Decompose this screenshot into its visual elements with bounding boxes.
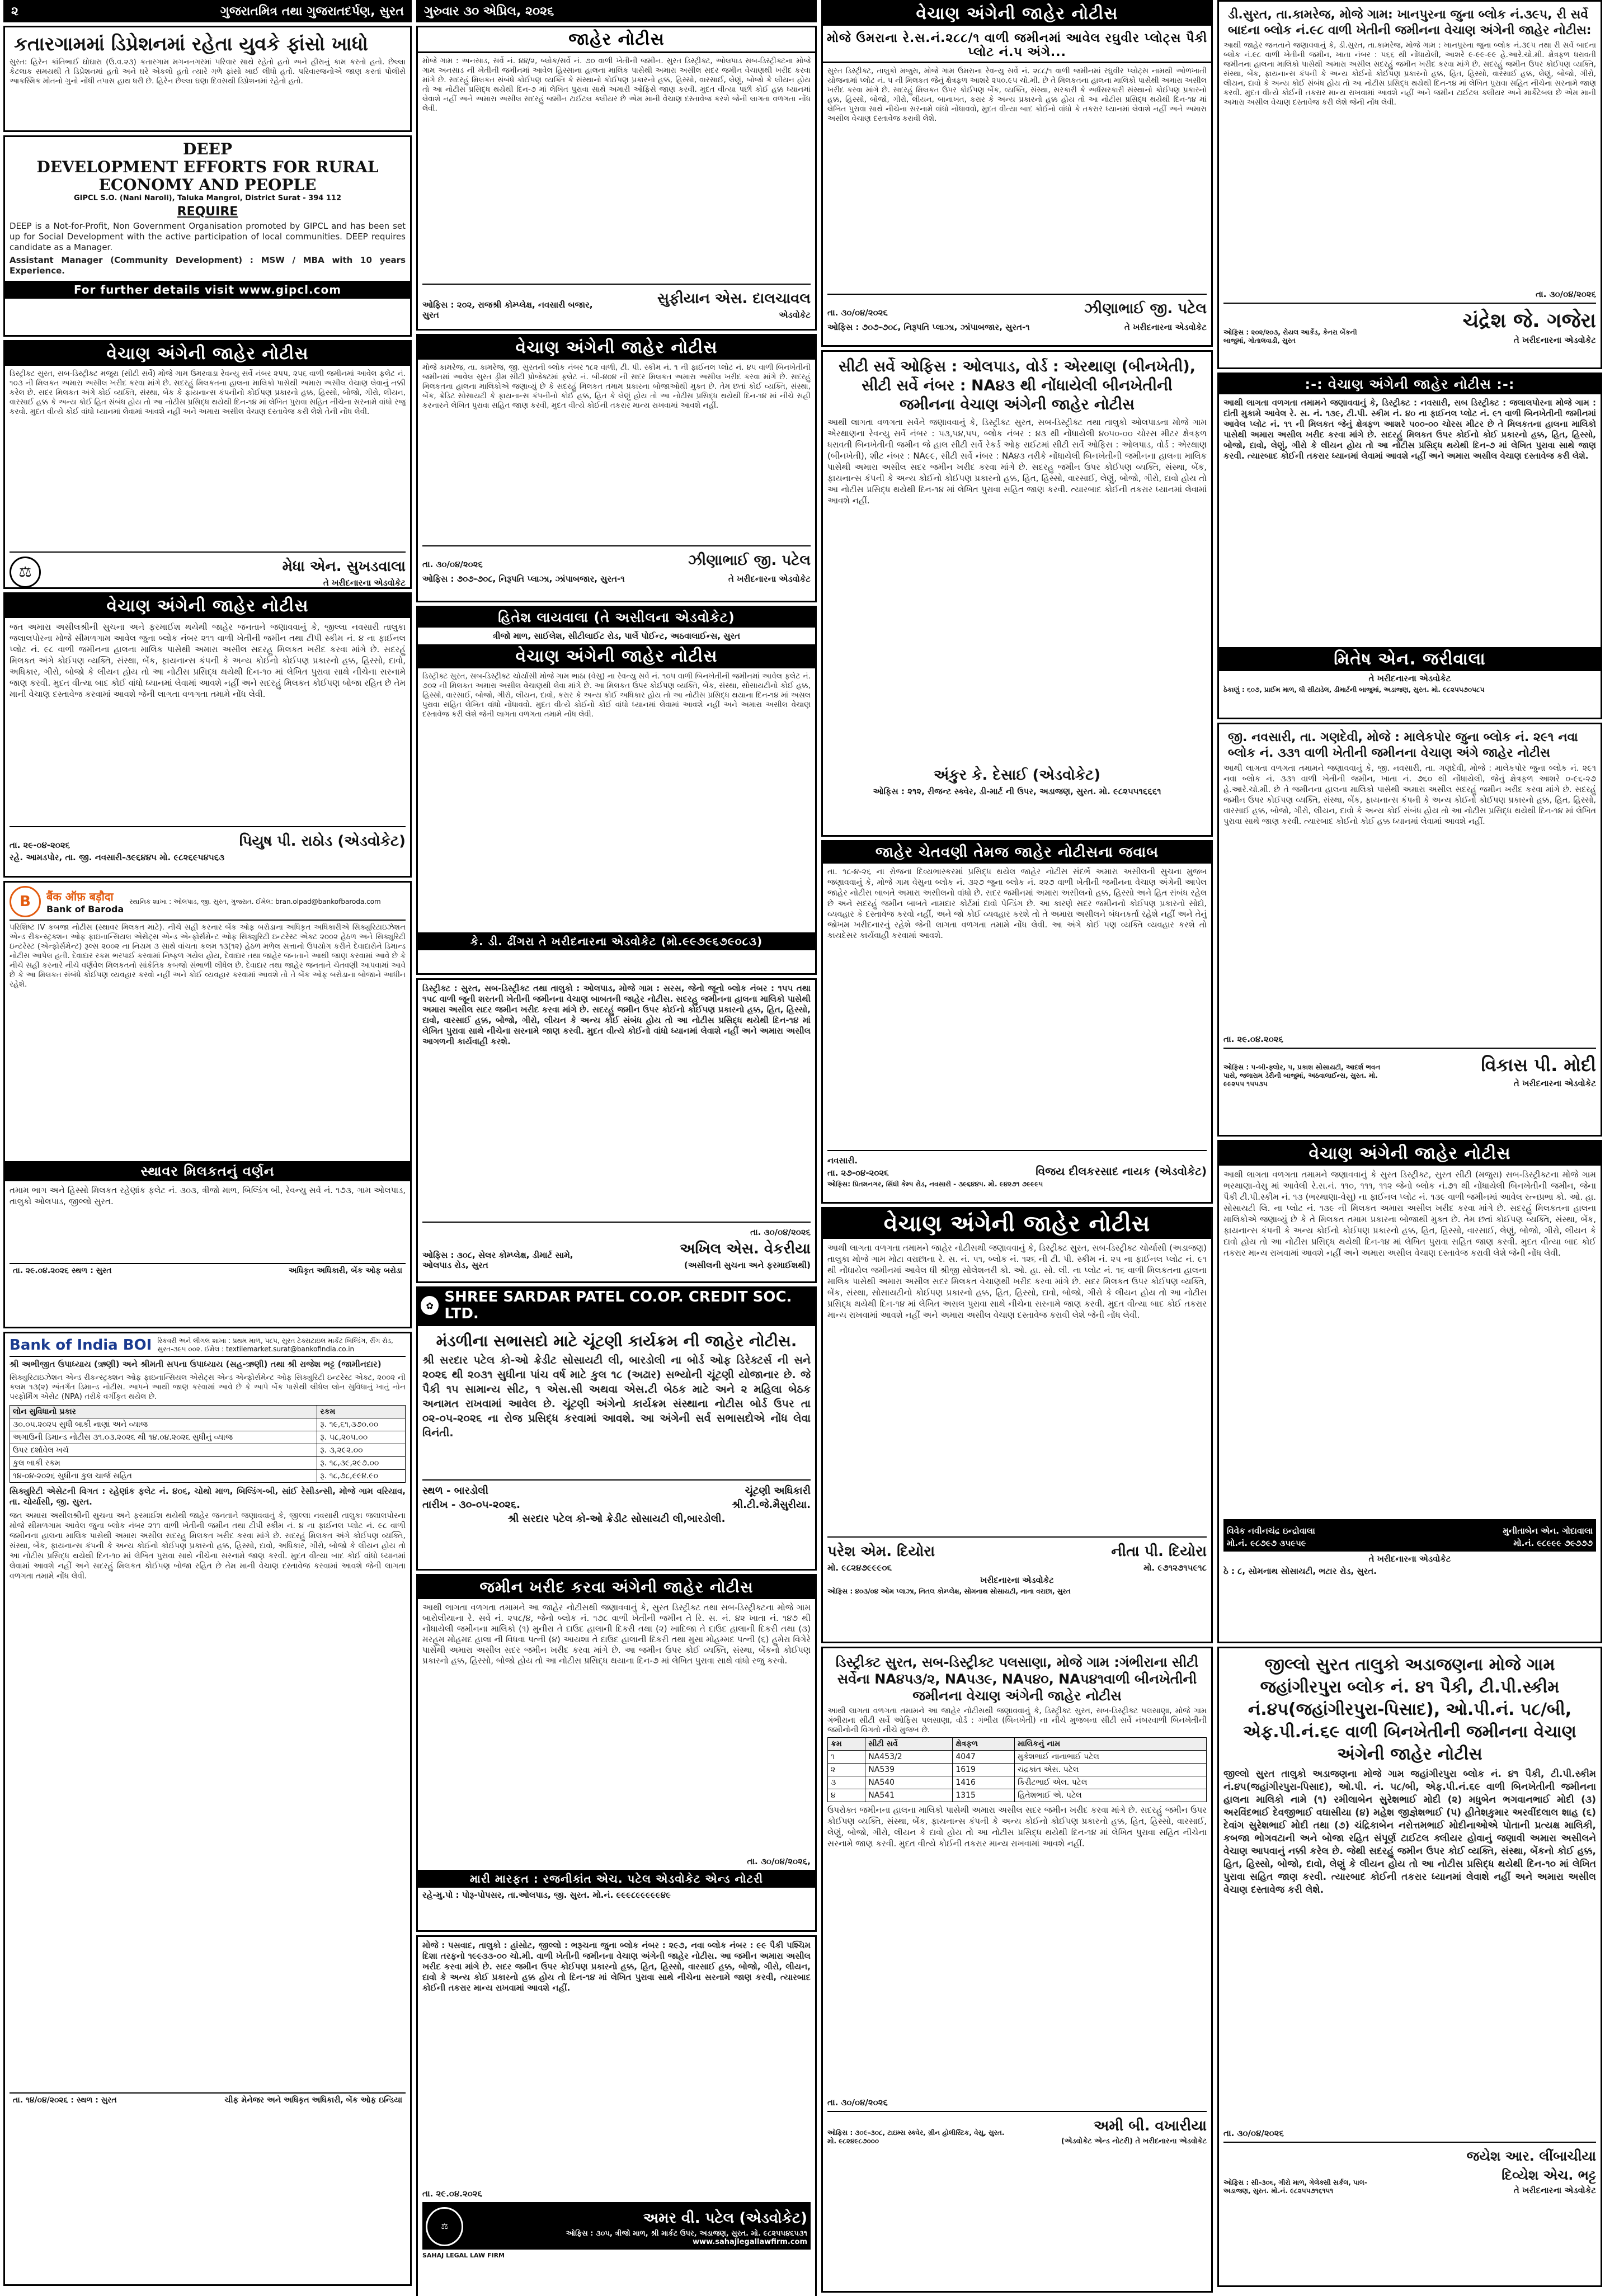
notice-date: તા. ૩૦/૦૪/૨૦૨૬, [747,1856,811,1866]
column-4 [1217,0,1602,2296]
officer-name: શ્રી.ટી.જે.મૈસુરીયા. [732,1499,811,1511]
table-cell: રૂ. ૧૯,૬૧,૩૭૦.૦૦ [317,1418,406,1431]
bob-signatory: અધિકૃત અધિકારી, બેંક ઓફ બરોડા [288,1266,402,1275]
table-cell: 4047 [953,1751,1015,1764]
advocate-office: ઠે : ૮, સોમનાથ સોસાયટી, ભટાર રોડ, સુરત. [1223,1566,1377,1576]
notice-title: વેચાણ અંગેની જાહેર નોટીસ [5,594,410,618]
sale-notice-c4d [1217,1140,1602,1643]
table-cell: ૩૦.૦૫.૨૦૨૫ સુધી બાકી નાણાં અને વ્યાજ [10,1418,317,1431]
table-cell: રૂ. ૫૮,૨૦૫.૦૦ [317,1431,406,1444]
notice-date: તા. ૩૦/૦૪/૨૦૨૬ [827,2097,888,2108]
advocate-role: તે ખરીદનારના એડવોકેટ [323,578,406,588]
advocate-banner: હિતેશ લાયવાલા (તે અસીલના એડવોકેટ) [418,607,815,628]
advocate-address: રહે. આમડપોર, તા. જી. નવસારી-૩૯૬૪૪૫ મો. ૯૮૨૬૯૫૪૫૬૩ [10,852,225,862]
advocate-phone-2: મો. ૯૭૧૨૭૧૫૯૧૮ [1143,1563,1207,1573]
advocate-office: ઓફિસ : ૭૦૭-૭૦૮, નિરૂપતિ પ્લાઝા, ઝાંપાબજાર, સુરત-૧ [827,322,1030,332]
law-firm-address: ઓફિસ : ૩૦૫, ત્રીજો માળ, શ્રી માર્કટ ઉપર, અડાજણ, સુરત. મો. ૯૮૨૫૫૪૬૫૩૧ www.sahajlegallawfirm.com [566,2229,807,2246]
land-records-table [827,1737,1207,1802]
bob-logo-icon: B [10,886,41,917]
advocate-name-1: વિવેક નવીનચંદ્ર ઇન્દ્રોવાલા [1227,1526,1315,1536]
boi-dues-table [10,1405,406,1483]
notice-body: મોજે : પસવાદ, તાલુકો : હાંસોટ, જીલ્લો : ભરૂચના જુના બ્લોક નંબર : ૨૯૭, નવા બ્લોક નંબર : ૯૯ પૈકી પશ્ચિમ દિશા તરફનો ૧૯૯૩૩-૦૦ ચો.મી. વાળી ખેતીની જમીનના વેચાણ અંગેની જાહેર નોટીસ. આ જમીન અમારા અસીલ ખરીદ કરવા માંગે છે. સદર જમીન ઉપર કોઈપણ પ્રકારનો હક્ક, હિત, હિસ્સો, વારસાઈ હક્ક, બોજો, ગીરો, લીયન, દાવો કે અન્ય કોઈ પ્રકારનો હક્ક હોય તો દિન-૧૪ માં લેખિત પુરાવા સાથે નીચેના સરનામે જાણ કરવી, ત્યારબાદ કોઈની તકરાર માન્ય રાખવામાં આવશે નહીં. [422,1940,811,1993]
notice-title: વેચાણ અંગેની જાહેર નોટીસ [418,336,815,360]
law-firm-advocate: અમર વી. પટેલ (એડવોકેટ) [643,2210,807,2227]
land-table-header: સીટી સર્વે [865,1738,953,1751]
advocate-name: મેધા એન. સુખડવાલા [282,558,406,575]
boi-logo: Bank of India BOI [10,1337,152,1354]
advocate-name: મિતેષ એન. જરીવાલા [1219,647,1601,671]
advocate-office: ઓફિસ : ૫-બી-ફ્લોર, ૫, પ્રકાશ સોસાયટી, આદર્શ ભવન પાસે, જલારામ ડેરીની બાજુમાં, અઠવાલાઈન્સ, સુરત. મો. ૯૯૨૫૫ ૧૫૫૩૫ [1223,1063,1381,1088]
notice-date: તા. ૩૦/૦૪/૨૦૨૬ [422,559,483,569]
land-table-header: માલિકનું નામ [1015,1738,1207,1751]
advocate-name: ઝીણાભાઈ જી. પટેલ [688,552,811,569]
public-warning-c3c [821,840,1213,1204]
notice-title: સીટી સર્વે ઓફિસ : ઓલપાડ, વોર્ડ : એરથાણ (બીનખેતી), સીટી સર્વે નંબર : NA૪૩ થી નોંધાયેલી બીનખેતીની જમીનના વેચાણ અંગેની જાહેર નોટીસ [838,358,1196,413]
notice-date: તા. ૨૯.૦૪.૨૦૨૬ [1223,1034,1283,1044]
sale-notice-c3a [821,0,1213,347]
table-cell: રૂ. ૧૮,૭૮,૯૯૪.૯૦ [317,1470,406,1483]
table-row [828,1789,1207,1802]
notice-title: જમીન ખરીદ કરવા અંગેની જાહેર નોટીસ [418,1576,815,1599]
advocate-office: ઓફિસ : ૭૦૭-૭૦૮, નિરૂપતિ પ્લાઝા, ઝાંપાબજાર, સુરત-૧ [422,574,625,584]
advocate-role: તે ખરીદનારના એડવોકેટ [1513,335,1596,345]
bob-name: बैंक ऑफ़ बड़ौदा [46,890,114,903]
news-body: સુરત: હિરેન કાંતિભાઈ ઘોઘારા (ઉ.વ.૨૩) કતારગામ મગનનગરમાં પરિવાર સાથે રહેતો હતો અને હીરાનું કામ કરતો હતો. છેલ્લા કેટલાક સમયથી તે ડિપ્રેશનમાં હતો અને ઘરે એકલો હતો ત્યારે ગળે ફાંસો ખાઈ લીધો હતો. પરિવારજનોએ જાણ કરતાં પોલીસે આકસ્મિક મોતનો ગુનો નોંધી તપાસ હાથ ધરી છે. હિરેન છેલ્લા ઘણા દિવસથી ડિપ્રેશનમાં રહેતો હતો. [10,58,406,86]
table-cell: ૨ [828,1764,865,1776]
sale-notice-c2c [416,606,817,975]
sale-notice-c4a [1217,0,1602,369]
deep-brand: DEEP [182,140,233,158]
deep-post: Assistant Manager (Community Development) : MSW / MBA with 10 years Experience. [10,255,406,276]
sale-notice-c2b [416,334,817,602]
table-cell: ઉપર દર્શાવેલ ખર્ચ [10,1444,317,1457]
advocate-office: ઓફિસ : ૨૦૨, રાજશ્રી કોમ્પ્લેક્ષ, નવસારી બજાર, સુરત [422,300,593,320]
advocate-role: તે ખરીદનારના એડવોકેટ [728,574,811,584]
boi-table-header: લોન સુવિધાનો પ્રકાર [10,1406,317,1418]
notice-title: :-: વેચાણ અંગેની જાહેર નોટીસ :-: [1219,374,1601,394]
sale-notice-c4b [1217,373,1602,719]
table-row [828,1751,1207,1764]
notice-date: તા. ૩૦/૦૪/૨૦૨૬ [1536,289,1596,299]
notice-date: તા. ૨૯.૦૪.૨૦૨૬ [422,2189,482,2199]
page-number: ૨ [11,4,18,18]
advocate-name: ઝીણાભાઈ જી. પટેલ [1084,300,1207,317]
notice-body: ડિસ્ટ્રીક્ટ સુરત, સબ-ડિસ્ટ્રીક્ટ મજુરા (સીટી સર્વે) મોજે ગામ ઉમરવાડા રેવન્યુ સર્વે નંબર ૨૫૫, ૨૫૬ વાળી જમીનમાં આવેલ ફલેટ નં. ૧૦૩ ની મિલકત અમારા અસીલ ખરીદ કરવા માંગે છે. સદરહું મિલકતના હાલના માલિકો પાસેથી અમારા અસીલ વેચાણ લેવાનું નક્કી કરેલ છે. સદર મિલકત અંગે કોઈ વ્યક્તિ, સંસ્થા, બેંક કે ફાયનાન્સ કંપનીનો કોઈપણ પ્રકારનો હક્ક, હિસ્સો, બોજો, ગીરો, લીયન, વારસાઈ હક્ક કે અન્ય કોઈ હિત સંબંધ હોય તો આ નોટીસ પ્રસિદ્ધ થયેથી દિન-૧૪ માં લેખિત પુરાવા સહિત નીચેના સરનામે વાંધો રજુ કરવો. મુદત વીત્યે કોઈ વાંધો ધ્યાનમાં લેવામાં આવશે નહીં અને અમારા અસીલ વેચાણ દસ્તાવેજ કરી લેશે તેની નોંધ લેવી. [10,369,406,416]
land-table-header: ક્ષેત્રફળ [953,1738,1015,1751]
bob-name-en: Bank of Baroda [46,904,124,914]
notice-body: આથી લાગતા વળગતા તમામને જણાવવાનું કે, ડિસ્ટ્રીક્ટ : નવસારી, સબ ડિસ્ટ્રીક્ટ : જલાલપોરના મોજે ગામ : દાંતી મુકામે આવેલ રે. સ. નં. ૧૩૯, ટી.પી. સ્કીમ નં. ૪૦ ના ફાઈનલ પ્લોટ નં. ૯૧ વાળી બિનખેતીની જમીનમાં આવેલ પ્લોટ નં. ૧૧ ની મિલકત જેનું ક્ષેત્રફળ આશરે ૫૦૦-૦૦ ચોરસ મીટર છે તે મિલકતના હાલના માલિકો પાસેથી અમારા અસીલ ખરીદ કરવા માંગે છે. સદરહું મિલકત ઉપર કોઈનો કોઈ પ્રકારનો હક્ક, હિત, હિસ્સો, બોજો, દાવો, લેણું, ગીરો કે લીયન હોય તો આ નોટીસ પ્રસિદ્ધ થયેથી દિન-૭ માં લેખિત પુરાવા સાથે જાણ કરવી. ત્યારબાદ કોઈની તકરાર ધ્યાનમાં લેવામાં આવશે નહીં અને અમારા અસીલ વેચાણ દસ્તાવેજ કરી લેશે. [1223,398,1596,461]
advocate-role: (અસીલની સુચના અને ફરમાઈશથી) [684,1260,811,1270]
sale-notice-c2f [416,1935,817,2296]
table-cell: 1416 [953,1776,1015,1789]
land-table-header: ક્રમ [828,1738,865,1751]
table-cell: રૂ. ૧૮,૩૯,૨૯૭.૦૦ [317,1457,406,1470]
notice-title: જાહેર ચેતવણી તેમજ જાહેર નોટીસના જવાબ [823,842,1211,864]
table-cell: રૂ. ૩,૨૯૨.૦૦ [317,1444,406,1457]
notice-title: જીલ્લો સુરત તાલુકો અડાજણના મોજે ગામ જહાંગીરપુરા બ્લોક નં. ૪૧ પૈકી, ટી.પી.સ્કીમ નં.૪૫(જહાંગીરપુરા-પિસાદ), ઓ.પી.નં. ૫૮/બી, એફ.પી.નં.૬૯ વાળી બિનખેતીની જમીનના વેચાણ અંગેની જાહેર નોટીસ [1243,1655,1576,1764]
sale-notice-c3b [821,350,1213,837]
table-cell: NA541 [865,1789,953,1802]
notice-title: વેચાણ અંગેની જાહેર નોટીસ [5,342,410,366]
notice-date: તા. ૩૦/૦૪/૨૦૨૬ [1223,2128,1284,2138]
credit-election-notice [416,1324,817,1571]
advocate-role: તે ખરીદનારના એડવોકેટ [1513,1078,1596,1088]
law-firm-logo-text: SAHAJ LEGAL LAW FIRM [422,2252,505,2259]
sale-notice-c4e [1217,1647,1602,2287]
notice-intro: આથી લાગતા વળગતા તમામને આ જાહેર નોટીસથી જણાવવાનું કે, ડિસ્ટ્રીક્ટ સુરત, સબ-ડિસ્ટ્રીક્ટ પલસાણા, મોજે ગામ ગંભીરાના સીટી સર્વે ઓફિસ પલસાણા, વોર્ડ : ગંભીરા (બિનખેતી) ના નીચે મુજબના સીટી સર્વે નંબરવાળી બિનખેતીની જમીનોની વિગતો નીચે મુજબ છે. [827,1706,1207,1734]
table-cell: 1619 [953,1764,1015,1776]
advocate-signature: કે. ડી. ઢીંગરા તે ખરીદનારના એડવોકેટ (મો.૯૯૭૯૬૭૯૦૮૩) [418,932,815,950]
notice-subtitle: મોજે ઉમરાના રે.સ.નં.૨૮૮/૧ વાળી જમીનમાં આવેલ રઘુવીર પ્લોટ્સ પૈકી પ્લોટ નં.૫ અંગે... [823,29,1211,63]
law-firm-logo-icon: ⚖ [426,2207,463,2246]
advocate-role: તે ખરીદનારના એડવોકેટ [1124,322,1207,332]
boi-branch-info: રિકવરી અને લીગલ શાખા : પ્રથમ માળ, ૫૮૫, સુરત ટેક્સટાઇલ માર્કેટ બિલ્ડિંગ, રીંગ રોડ, સુરત-૩૯૫ ૦૦૨. ઈમેલ : textilemarket.surat@bankofindia.co.in [157,1337,393,1353]
public-notice-c2a [416,26,817,331]
notice-body: આથી જાહેર જનતાને જણાવવાનું કે, ડી.સુરત, તા.કામરેજ, મોજે ગામ : ખાનપુરના જુના બ્લોક નં.૩૯૫ તથા રી સર્વે બાદના બ્લોક નં.૯૮ વાળી ખેતીની જમીન, ખાતા નંબર : ૫૬૬ થી નોંધાયેલી, આશરે ૯-૯૯-૯૯ હે.આરે.ચો.મી. ક્ષેત્રફળ ધરાવતી જમીનના હાલના માલિકો પાસેથી અમારા અસીલ સદરહું જમીન ખરીદ કરવા માંગે છે. સદરહું જમીન ઉપર કોઈપણ વ્યક્તિ, સંસ્થા, બેંક, ફાયનાન્સ કંપની કે અન્ય કોઈનો કોઈપણ પ્રકારનો હક્ક, હિત, હિસ્સો, વારસાઈ હક્ક, લેણું, બોજો, ગીરો, લીયન, દાવો કે અન્ય કોઈ સંબંધ હોય તો આ નોટીસ પ્રસિદ્ધ થયેથી દિન-૧૪ માં લેખિત પુરાવા સહિત નીચેના સરનામે જાણ કરવી. મુદત વીત્યે કોઈની તકરાર માન્ય રાખવામાં આવશે નહીં અને જમીન ટાઈટલ ક્લીયર અને માર્કેટેબલ છે એમ માની અમારા અસીલ વેચાણ દસ્તાવેજ કરી લેશે જેની નોંધ લેવી. [1223,41,1596,107]
notice-title: વેચાણ અંગેની જાહેર નોટીસ [1219,1142,1601,1166]
election-body: શ્રી સરદાર પટેલ કો-ઓ ક્રેડીટ સોસાયટી લી, બારડોલી ના બોર્ડ ઓફ ડિરેક્ટર્સ ની સને ૨૦૨૬ થી ૨૦૩૧ સુધીના પાંચ વર્ષ માટે કુલ ૧૮ (અઢાર) સભ્યોની ચૂંટણી યોજાનાર છે. જે પૈકી ૧૫ સામાન્ય સીટ, ૧ એસ.સી અથવા એસ.ટી બેઠક માટે અને ૨ મહિલા બેઠક અનામત રાખવામાં આવેલ છે. ચૂંટણી અંગેનો કાર્યક્રમ સંસ્થાના નોટીસ બોર્ડ ઉપર તા ૦૨-૦૫-૨૦૨૬ ના રોજ પ્રસિદ્ધ કરવામાં આવશે. આ અંગેની સર્વ સભાસદોએ નોંધ લેવા વિનંતી. [422,1354,811,1439]
advocate-phone-2: મો.નં. ૯૮૯૯૯ ૭૯૭૭૭ [1513,1538,1593,1548]
notice-title: વેચાણ અંગેની જાહેર નોટીસ [823,2,1211,26]
table-cell: હિતેશભાઈ એ. પટેલ [1015,1789,1207,1802]
notice-title: જાહેર નોટીસ [418,27,815,53]
advocate-role: તે ખરીદનારના એડવોકેટ [1513,2185,1596,2195]
table-cell: NA539 [865,1764,953,1776]
table-cell: કિરીટભાઈ એલ. પટેલ [1015,1776,1207,1789]
election-place: સ્થળ - બારડોલી [422,1485,489,1497]
officer-title: ચૂંટણી અધિકારી [745,1485,811,1497]
sale-notice-c3d [821,1207,1213,1643]
scales-icon: ⚖ [10,557,41,588]
notice-date: તા. ૩૦/૦૪/૨૦૨૬ [750,1227,811,1237]
news-article [3,26,412,132]
sale-notice-c3e [821,1647,1213,2293]
table-row [828,1776,1207,1789]
notice-body: આથી લાગતા વળગતા તમામને જાહેર નોટીસથી જણાવવાનું કે, ડિસ્ટ્રીક્ટ સુરત, સબ-ડિસ્ટ્રીક્ટ ચોર્યાસી (અડાજણ) તાલુકા મોજે ગામ મોટા વરાછાના રે. સ. નં. ૫૧, બ્લોક નં. ૧૨૬ ની ટી. પી. સ્કીમ નં. ૨૫ ના ફાઈનલ પ્લોટ નં. ૯૧ થી નોંધાયેલ જમીનમાં આવેલ ધી શ્રીજી સોલેશનરી કો. ઓ. હા. સો. લી. ના પ્લોટ નં. ૧૬ વાળી મિલકતના હાલના માલિક પાસેથી અમારા અસીલ સદર મિલકત વેચાણથી ખરીદ કરવા માંગે છે. સદર મિલકત ઉપર કોઈપણ વ્યક્તિ, બેંક, સંસ્થા, સોસાયટીનો કોઈપણ પ્રકારનો હક્ક, હિત, હિસ્સો, દાવો, બોજો, ગીરો કે લીયન હોય તો આ નોટીસ પ્રસિદ્ધ થયેથી દિન-૧૪ માં લેખિત અસલ પુરાવા સાથે નીચેના સરનામે જાણ કરવી. મુદત વીત્યા બાદ કોઈ તકરાર માન્ય રાખવામાં આવશે નહીં અને અમારા અસીલ વેચાણ દસ્તાવેજ કરાવી લેશે જેની નોંધ લેવી. [827,1243,1207,1320]
notice-body: ડિસ્ટ્રીક્ટ : સુરત, સબ-ડિસ્ટ્રીક્ટ તથા તાલુકો : ઓલપાડ, મોજે ગામ : સરસ, જેનો જૂનો બ્લોક નંબર : ૧૫૫ તથા ૧૫૮ વાળી જૂની શરતની ખેતીની જમીનના વેચાણ બાબતની જાહેર નોટીસ. સદરહુ જમીનના હાલના માલિકો પાસેથી અમારા અસીલ સદર જમીન ખરીદ કરવા માંગે છે. સદરહું જમીન ઉપર કોઈનો કોઈપણ પ્રકારનો હક્ક, હિત, હિસ્સો, દાવો, વારસાઈ હક્ક, બોજો, ગીરો, લીયન કે અન્ય કોઈ સંબંધ હોય તો આ નોટીસ પ્રસિદ્ધ થયેથી દિન-૧૪ માં લેખિત પુરાવા સાથે નીચેના સરનામે જાણ કરવી. મુદત વીત્યે કોઈનો વાંધો ધ્યાનમાં લેવાશે નહીં અને અમારા અસીલ આગળની કાર્યવાહી કરશે. [422,983,811,1046]
news-headline: કતારગામમાં ડિપ્રેશનમાં રહેતા યુવકે ફાંસો ખાધો [14,33,368,55]
land-purchase-notice-c2e [416,1574,817,1932]
bob-date: તા. ૨૯.૦૪.૨૦૨૬ સ્થળ : સુરત [13,1266,112,1275]
advocate-role: ખરીદનારના એડવોકેટ [980,1575,1054,1585]
notice-body: આથી લાગતા વળગતા તમામને જણાવવાનું કે સુરત ડિસ્ટ્રીક્ટ, સુરત સીટી (મજુરા) સબ-ડિસ્ટ્રીક્ટના મોજે ગામ ભરથાણા-વેસુ માં આવેલી રે.સ.નં. ૧૧૦, ૧૧૧, ૧૧૨ જેનો બ્લોક નં.૭૧ થી નોંધાયેલી બિનખેતીની જમીન, જેના પૈકી ટી.પી.સ્કીમ નં. ૧૩ (ભરથાણા-વેસુ) ના ફાઈનલ પ્લોટ નં. ૧૩૯ વાળી જમીનમાં આવેલ રત્નપ્રભા કો. ઓ. હા. સોસાયટી લિ. ના પ્લોટ નં. ૧૩૯ ની મિલકત અમારા અસીલ ખરીદ કરવા માંગે છે. સદરહું મિલકતના હાલના માલિકોએ જણાવ્યું છે કે તે મિલકત તમામ પ્રકારના બોજાથી મુક્ત છે. તેમ છતાં કોઈપણ વ્યક્તિ, સંસ્થા, બેંક, ફાયનાન્સ કંપની કે અન્ય કોઈનો કોઈપણ પ્રકારનો હક્ક, હિત, હિસ્સો, વારસાઈ, લેણું, બોજો, ગીરો, લીયન કે દાવો હોય તો આ નોટીસ પ્રસિદ્ધ થયેથી દિન-૧૪ માં લેખિત પુરાવા સહિત જાણ કરવી. મુદત વીત્યા બાદ કોઈ તકરાર માન્ય રાખવામાં આવશે નહીં અને અમારા અસીલ વેચાણ દસ્તાવેજ કરાવી લેશે જેની નોંધ લેવી. [1223,1170,1596,1258]
notice-date: તા. ૨૭-૦૪-૨૦૨૬ [827,1168,889,1178]
boi-table-header: રકમ [317,1406,406,1418]
advocate-role: એડવોકેટ [779,310,811,320]
advocate-name: વિજય દીલકરસાદ નાયક (એડવોકેટ) [1036,1164,1207,1178]
table-cell: ૪ [828,1789,865,1802]
issue-date: ગુરુવાર ૩૦ એપ્રિલ, ૨૦૨૬ [424,4,554,18]
table-cell: અગાઉની ડિમાન્ડ નોટીસ ૩૧.૦૩.૨૦૨૬ થી ૧૪.૦૪.૨૦૨૬ સુધીનું વ્યાજ [10,1431,317,1444]
notice-title: વેચાણ અંગેની જાહેર નોટીસ [418,644,815,668]
column-3 [821,0,1213,2296]
advocate-phone-1: મો.નં. ૯૮૭૯૭ ૩૫૯૫૯ [1227,1538,1306,1548]
bob-property-title: સ્થાવર મિલકતનું વર્ણન [5,1161,410,1181]
masthead-bar [3,0,412,22]
advocate-office: ઓફિસ: પ્રિતમનગર, સિંધી કેમ્પ રોડ, નવસારી - ૩૯૬૪૪૫. મો. ૯૪૨૭૧ ૭૯૯૯૫ [827,1180,1043,1188]
credit-society-banner [416,1286,817,1324]
table-cell: NA540 [865,1776,953,1789]
advocate-role: તે ખરીદનારના એડવોકેટ [1368,673,1451,683]
advocate-office: ઓફિસ : ૨૦૨/૨૦૩, રોયલ આર્કેડ, કેનરા બેંકની બાજુમાં, ગોતાલવાડી, સુરત [1223,328,1357,345]
advocate-name-2: દિવ્યેશ એચ. ભટ્ટ [1502,2167,1596,2183]
advocate-name-2: નીતા પી. દિયોરા [1111,1543,1207,1560]
notice-body: મોજે ગામ : અનસાડ, સર્વે નં. ૪૪/૨, બ્લોક/સર્વે નં. ૭૦ વાળી ખેતીની જમીન. સુરત ડિસ્ટ્રીક્ટ, ઓલપાડ સબ-ડિસ્ટ્રીક્ટના મોજે ગામ અનસાડ ની ખેતીની જમીનમાં આવેલ હિસ્સાના હાલના માલિક પાસેથી અમારા અસીલ સદર જમીન વેચાણથી ખરીદ કરવા માંગે છે. સદરહું મિલકત સંબંધે કોઈપણ વ્યક્તિ કે સંસ્થાનો કોઈપણ પ્રકારનો હક્ક, હિસ્સો, વારસાઈ, લેણું, બોજો કે લીયન હોય તો આ નોટીસ પ્રસિદ્ધ થયેથી દિન-૭ માં લેખિત પુરાવા સાથે અમારી ઓફિસે જાણ કરવી. મુદત વીત્યા પછી કોઈ હક્ક ધ્યાનમાં લેવાશે નહીં અને અમારા અસીલ સદરહું જમીન ટાઈટલ ક્લીયર છે એમ માની વેચાણ દસ્તાવેજ કરશે જેની લાગતા વળગતા નોંધ લેવી. [422,56,811,113]
society-signature: શ્રી સરદાર પટેલ કો-ઓ ક્રેડીટ સોસાયટી લી,બારડોલી. [507,1513,726,1525]
notice-title: જી. નવસારી, તા. ગણદેવી, મોજે : માલેકપોર જુના બ્લોક નં. ૨૯૧ નવા બ્લોક નં. ૩૩૧ વાળી ખેતીની જમીનના વેચાણ અંગે જાહેર નોટીસ [1228,730,1578,760]
boi-signatory: ચીફ મેનેજર અને અધિકૃત અધિકારી, બેંક ઓફ ઇન્ડિયા [224,2096,402,2105]
notice-body: આથી લાગતા વળગતા સર્વેને જણાવવાનું કે, ડિસ્ટ્રીક્ટ સુરત, સબ-ડિસ્ટ્રીક્ટ તથા તાલુકો ઓલપાડના મોજે ગામ એરથાણના રેવન્યુ સર્વે નંબર : ૫૩,૫૪,૫૫, બ્લોક નંબર : ૪૩ થી નોંધાયેલી ૪૦૫૦-૦૦ ચોરસ મીટર ક્ષેત્રફળ ધરાવતી બિનખેતીની જમીન જે હાલ સીટી સર્વે રેકર્ડ ઓફ રાઈટમાં સીટી સર્વે ઓફિસ : ઓલપાડ, વોર્ડ : એરથાણ (બીનખેતી), શીટ નંબર : NA૯૯, સીટી સર્વે નંબર : NA૪૩ તરીકે નોંધાયેલી બિનખેતીની જમીનના હાલના માલિક પાસેથી અમારા અસીલ સદર જમીન ખરીદ કરવા માંગે છે. સદરહુ જમીન ઉપર કોઈપણ વ્યક્તિ, સંસ્થા, બેંક, ફાયનાન્સ કંપની કે અન્ય કોઈનો કોઈપણ પ્રકારનો હક્ક, હિત, હિસ્સો, વારસાઈ, લેણું, બોજો, ગીરો, દાવો હોય તો આ નોટીસ પ્રસિદ્ધ થયેથી દિન-૧૪ માં લેખિત પુરાવા સહિત જાણ કરવી. ત્યારબાદ કોઈની તકરાર ધ્યાનમાં લેવામાં આવશે નહીં. [827,417,1207,506]
table-cell: મુકેશભાઈ નાનાભાઈ પટેલ [1015,1751,1207,1764]
notice-body: ડિસ્ટ્રીક્ટ સુરત, સબ-ડિસ્ટ્રીક્ટ ચોર્યાસી મોજે ગામ ભાઠા (વેસુ) ના રેવન્યુ સર્વે નં. ૧૦૫ વાળી બિનખેતીની જમીનમાં આવેલ ફલેટ નં. ૭૦૨ ની મિલકત અમારા અસીલ વેચાણથી લેવા માંગે છે. આ મિલકત ઉપર કોઈપણ વ્યક્તિ, બેંક, સંસ્થા, સોસાયટીનો કોઈ હક્ક, હિસ્સો, વારસાઈ, બોજો, ગીરો, લીયન, દાવો, કરાર કે અન્ય કોઈ અધિકાર હોય તો આ નોટીસ પ્રસિદ્ધ થયાના દિન-૧૪ માં અસલ પુરાવા સહિત લેખિત વાંધો નોંધાવવો. મુદત વીત્યે કોઈનો કોઈ વાંધો ધ્યાનમાં લેવામાં આવશે નહીં અને અમારા અસીલ વેચાણ દસ્તાવેજ કરી લેશે જેની લાગતા વળગતા તમામે નોંધ લેવી. [422,672,811,719]
table-row [10,1418,406,1431]
table-row [10,1457,406,1470]
sale-notice-c1b [3,592,412,878]
deep-footer: For further details visit www.gipcl.com [5,281,410,299]
boi-parties: શ્રી અભીજીત ઉપાધ્યાય (ઋણી) અને શ્રીમતી સપના ઉપાધ્યાય (સહ-ઋણી) તથા શ્રી રાજેશ ભટ્ટ (જામીનદાર) [10,1359,382,1369]
advocate-name: અમી બી. વખારીયા [1094,2118,1207,2134]
table-row [828,1764,1207,1776]
table-cell: કુલ બાકી રકમ [10,1457,317,1470]
table-cell: NA453/2 [865,1751,953,1764]
advocate-name-1: પરેશ એમ. દિયોરા [827,1543,935,1560]
bob-possession-notice [3,881,412,1328]
advocate-name: પિયુષ પી. રાઠોડ (એડવોકેટ) [239,833,406,850]
advocate-name: વિકાસ પી. મોદી [1481,1054,1596,1076]
advocate-office: ઠેકાણું : ૬૦૭, પ્રાઈમ માળ, ધી સીટાડેલ, ડીમાર્ટની બાજુમાં, અડાજણ, સુરત. મો. ૯૮૨૫૫૭૦૫૮૫ [1223,686,1485,694]
advocate-office: ઓફિસ : ૪૦૩/૦૪ ઓમ પ્લાઝા, નિતલ કોમ્પ્લેક્ષ, સોમનાથ સોસાયટી, નાના વરાછા, સુરત [827,1587,1071,1595]
table-cell: ૧ [828,1751,865,1764]
notice-body: ઉપરોક્ત જમીનના હાલના માલિકો પાસેથી અમારા અસીલ સદર જમીન ખરીદ કરવા માંગે છે. સદરહું જમીન ઉપર કોઈપણ વ્યક્તિ, સંસ્થા, બેંક, ફાયનાન્સ કંપની કે અન્ય કોઈનો કોઈપણ પ્રકારનો હક્ક, હિત, હિસ્સો, વારસાઈ, લેણું, બોજો, ગીરો, લીયન કે દાવો હોય તો આ નોટીસ પ્રસિદ્ધ થયેથી દિન-૧૪ માં લેખિત પુરાવા સહિત નીચેના સરનામે જાણ કરવી. મુદત વીત્યે કોઈની તકરાર માન્ય રાખવામાં આવશે નહીં. [827,1805,1207,1849]
masthead-bar [416,0,817,22]
sale-notice-c1a [3,340,412,589]
advocate-role: (એડવોકેટ એન્ડ નોટરી) તે ખરીદનારના એડવોકેટ [1061,2137,1207,2146]
advocate-name-1: જયેશ આર. લીંબાચીયા [1466,2148,1596,2164]
boi-body: સિક્યુરિટાઇઝેશન એન્ડ રીકન્સ્ટ્રક્શન ઓફ ફાઇનાન્સિયલ એસેટ્સ એન્ડ એન્ફોર્સમેન્ટ ઓફ સિક્યુરિટી ઇન્ટરેસ્ટ એક્ટ, ૨૦૦૨ ની કલમ ૧૩(૨) અંતર્ગત ડિમાન્ડ નોટીસ. આપને આથી જાણ કરવામાં આવે છે કે આપે બેંક પાસેથી લીધેલ લોન સુવિધાનું ખાતું નોન પરફોર્મિંગ એસેટ (NPA) તરીકે વર્ગીકૃત થયેલ છે. [10,1373,406,1401]
deep-ad [3,135,412,337]
notice-date: તા. ૩૦/૦૪/૨૦૨૬ [827,308,888,318]
paper-name: ગુજરાતમિત્ર તથા ગુજરાતદર્પણ, સુરત [220,4,404,18]
society-seal-icon: ✿ [421,1296,439,1315]
table-row [10,1470,406,1483]
advocate-office: ઓફિસ : ૩૦૯-૩૦૮, ટાઇમ્સ સ્ક્વેર, ગ્રીન હોલીસ્ટિક, વેસુ, સુરત. મો. ૯૮૨૪૯૮૭૦૦૦ [827,2129,1005,2145]
agency-address: રહે-મુ.પો : પોરૂ-પોપસર, તા.ઓલપાડ, જી. સુરત. મો.નં. ૯૯૯૮૯૯૯૯૯૪૯ [422,1890,671,1900]
sale-notice-c2d [416,978,817,1283]
table-row [10,1431,406,1444]
deep-body: DEEP is a Not-for-Profit, Non Government Organisation promoted by GIPCL and has been set up for Social Development with the active participation of local communities. DEEP requires candidate as a Manager. [10,221,406,252]
table-cell: 1315 [953,1789,1015,1802]
bob-branch-info: સ્થાનિક શાખા : ઓલપાડ, જી. સુરત, ગુજરાત. ઈમેલ: bran.olpad@bankofbaroda.com [129,897,381,906]
table-cell: ચંદ્રકાંત એસ. પટેલ [1015,1764,1207,1776]
advocate-office: ઓફિસ : ૨૧૨, રીજન્ટ સ્ક્વેર, ડી-માર્ટ ની ઉપર, અડાજણ, સુરત. મો. ૯૮૨૫૫૧૬૬૬૧ [873,786,1161,796]
column-2 [416,0,817,2296]
notice-body: તા. ૧૮-૪-૨૬ ના રોજના દિવ્યભાસ્કરમાં પ્રસિદ્ધ થયેલ જાહેર નોટીસ સંદર્ભે અમારા અસીલની સુચના મુજબ જણાવવાનું કે, મોજે ગામ વેસુના બ્લોક નં. ૩૨૭ જુના બ્લોક નં. ૨૨૭ વાળી ખેતીની જમીનના વેચાણ અંગેની આપેલ જાહેર નોટીસ બાબતે અમારા અસીલનો વાંધો છે. સદર જમીનમાં અમારા અસીલનો હક્ક, હિસ્સો અને હિત સંબંધ રહેલ છે અને સદરહું જમીન બાબતે નામદાર કોર્ટમાં દાવો પેન્ડિંગ છે. આ કારણે સદર જમીનનો કોઈપણ પ્રકારનો સોદો, વ્યવહાર કે દસ્તાવેજ કરવો નહીં, અને જો કોઈ વ્યવહાર કરશે તો તે અમારા અસીલને બંધનકર્તા રહેશે નહીં અને તેનું જોખમ ખરીદનારનું રહેશે જેની લાગતા વળગતા તમામે નોંધ લેવી. આ અંગે કોઈ પણ વ્યક્તિ વ્યવહાર કરશે તો કાયદેસર કાર્યવાહી કરવામાં આવશે. [827,868,1207,940]
credit-society-name: SHREE SARDAR PATEL CO.OP. CREDIT SOC. LTD. [444,1289,792,1322]
election-date: તારીખ - ૩૦-૦૫-૨૦૨૬. [422,1499,520,1511]
notice-body: જીલ્લો સુરત તાલુકો અડાજણના મોજે ગામ જહાંગીરપુરા બ્લોક નં. ૪૧ પૈકી, ટી.પી.સ્કીમ નં.૪૫(જહાંગીરપુરા-પિસાદ), ઓ.પી. નં. ૫૮/બી, એફ.પી.નં.૬૯ વાળી બિનખેતીની જમીનના હાલના માલિકો નામે (૧) રમીલાબેન સુરેશભાઈ મોદી (૨) મધુબેન ભગવાનભાઈ મોદી (૩) અરવિંદભાઈ દેવજીભાઈ વઘાસીયા (૪) મહેશ જીજ્ઞેશભાઈ (૫) હીતેશકુમાર અરવીંદલાલ શાહ (૬) દેવાંગ સુરેશભાઈ મોદી તથા (૭) ચંદ્રિકાબેન નરોત્તમભાઈ મોદીનાઓએ પોતાની પ્રત્યક્ષ માલિકી, કબજા ભોગવટાની અને બોજા રહિત સંપૂર્ણ ટાઈટલ ક્લીયર હોવાનું જણાવી અમારા અસીલને વેચાણ આપવાનું નક્કી કરેલ છે. જેથી સદરહું જમીન ઉપર કોઈ વ્યક્તિ, સંસ્થા, બેંકનો કોઈ હક્ક, હિત, હિસ્સો, બોજો, દાવો, લેણું કે લીયન હોય તો આ નોટીસ પ્રસિદ્ધ થયેથી દિન-૧૦ માં લેખિત પુરાવા સહિત જાણ કરવી. ત્યારબાદ કોઈની તકરાર ધ્યાનમાં લેવાશે નહીં અને અમારા અસીલ વેચાણ દસ્તાવેજ કરી લેશે. [1223,1769,1596,1896]
advocate-role: તે ખરીદનારના એડવોકેટ [1368,1554,1451,1564]
notice-body: સુરત ડિસ્ટ્રીક્ટ, તાલુકો મજુરા, મોજે ગામ ઉમરાના રેવન્યુ સર્વે નં. ૨૮૮/૧ વાળી જમીનમાં રઘુવીર પ્લોટ્સ નામથી ઓળખાતી યોજનામાં પ્લોટ નં. ૫ ની મિલકત જેનું ક્ષેત્રફળ આશરે ૨૫૦.૯૫ ચો.મી. છે તે મિલકતના હાલના માલિકો પાસેથી અમારા અસીલ ખરીદ કરવા માંગે છે. સદરહું મિલકત ઉપર કોઈપણ બેંક, વ્યક્તિ, સંસ્થા, સરકારી કે અર્ધસરકારી સંસ્થાનો કોઈપણ પ્રકારનો હક્ક, હિસ્સો, બોજો, ગીરો, લીયન, બાનાખત, કરાર કે અન્ય પ્રકારનો હક્ક હોય તો આ નોટીસ પ્રસિદ્ધ થયેથી દિન-૧૪ માં લેખિત પુરાવા સાથે નીચેના સરનામે વાંધો નોંધાવવો, મુદત વીત્યા બાદ કોઈનો વાંધો કે તકરાર ધ્યાનમાં લેવાશે નહીં અને અમારા અસીલ વેચાણ દસ્તાવેજ કરાવી લેશે. [827,67,1207,123]
advocate-name: સુફીયાન એસ. દાલચાવલ [657,290,811,307]
bob-property: તમામ ભાગ અને હિસ્સો મિલકત રહેણાંક ફલેટ નં. ૩૦૩, ત્રીજો માળ, બિલ્ડિંગ બી, રેવન્યુ સર્વે નં. ૧૭૩, ગામ ઓલપાડ, તાલુકો ઓલપાડ, જીલ્લો સુરત. [10,1185,406,1206]
election-title: મંડળીના સભાસદો માટે ચૂંટણી કાર્યક્રમ ની જાહેર નોટીસ. [436,1332,797,1350]
boi-demand-notice [3,1332,412,2286]
deep-require: REQUIRE [177,205,238,219]
advocate-name: અંકુર કે. દેસાઈ (એડવોકેટ) [933,767,1101,784]
notice-title: વેચાણ અંગેની જાહેર નોટીસ [823,1209,1211,1239]
notice-body: આથી લાગતા વળગતા તમામને જણાવવાનું કે, જી. નવસારી, તા. ગણદેવી, મોજે : માલેકપોર જુના બ્લોક નં. ૨૯૧ નવા બ્લોક નં. ૩૩૧ વાળી ખેતીની જમીન, ખાતા નં. ૭૬૦ થી નોંધાયેલી, જેનું ક્ષેત્રફળ આશરે ૦-૯૬-૨૭ હે.આરે.ચો.મી. છે તે જમીનના હાલના માલિકો પાસેથી અમારા અસીલ સદરહું જમીન ખરીદ કરવા માંગે છે. સદરહું જમીન ઉપર કોઈપણ વ્યક્તિ, સંસ્થા, બેંક, ફાયનાન્સ કંપની કે અન્ય કોઈનો કોઈપણ પ્રકારનો હક્ક, હિત, હિસ્સો, વારસાઈ હક્ક, બોજો, ગીરો, લીયન, દાવો કે અન્ય કોઈ સંબંધ હોય તો આ નોટીસ પ્રસિદ્ધ થયેથી દિન-૧૪ માં લેખિત પુરાવા સાથે જાણ કરવી. ત્યારબાદ કોઈનો કોઈ હક્ક ધ્યાનમાં લેવામાં આવશે નહીં. [1223,764,1596,826]
notice-body: આથી લાગતા વળગતા તમામને આ જાહેર નોટીસથી જણાવવાનું કે, સુરત ડિસ્ટ્રીક્ટ તથા સબ-ડિસ્ટ્રીક્ટના મોજે ગામ બારોલીયાના રે. સર્વે નં. ૨૫૮/૪, જેનો બ્લોક નં. ૧૭૮ વાળી ખેતીની જમીન તે રિ. સ. નં. ૪૨ ખાતા નં. ૧૪૭ થી નોંધાયેલી જમીનના માલિકો (૧) મુનીરા તે દાઉદ હાલાની દિકરી તથા (૨) ખાદિજા તે દાઉદ હાલાની દિકરી તથા (૩) મરહૂમ મોહમદ હાલા ની વિધવા પત્ની (૪) આયશા તે દાઉદ હાલાની દિકરી તથા મુસા મોહમ્મદ પત્ની (૬) હુમેરા વિગેરે પાસેથી અમારા અસીલ સદર જમીન ખરીદ કરવા માંગે છે. આ જમીન ઉપર કોઈ વ્યક્તિ, સંસ્થા, બેંકનો કોઈપણ પ્રકારનો હક્ક, હિસ્સો, બોજો હોય તો આ નોટીસ પ્રસિદ્ધ થયાના દિન-૭ માં લેખિત પુરાવા સાથે વાંધો રજુ કરવો. [422,1602,811,1666]
deep-title: DEVELOPMENT EFFORTS FOR RURAL ECONOMY AND PEOPLE [36,158,379,194]
boi-date: તા. ૧૪/૦૪/૨૦૨૬ : સ્થળ : સુરત [13,2096,117,2105]
deep-address: GIPCL S.O. (Nani Naroli), Taluka Mangrol, District Surat - 394 112 [74,194,341,202]
advocate-office: ઓફિસ : સી-૩૦૬, ગીરો માળ, ગેલેક્સી સર્કલ, પાલ-અડાજણ, સુરત. મો.નં. ૯૮૨૫૫૭૧૬૧૫૧ [1223,2179,1367,2195]
advocate-phone-1: મો. ૯૮૨૪૭૯૯૯૦૬ [827,1563,892,1573]
column-1 [3,0,412,2296]
table-row [10,1444,406,1457]
advocate-address: ત્રીજો માળ, સાઈલેશ, સીટીલાઈટ રોડ, પાર્લે પોઈન્ટ, અઠવાલાઈન્સ, સુરત [492,631,741,641]
bob-body: પરિશિષ્ટ IV કબજા નોટીસ (સ્થાવર મિલકત માટે). નીચે સહી કરનાર બેંક ઓફ બરોડાના અધિકૃત અધિકારીએ સિક્યુરિટાઇઝેશન એન્ડ રીકન્સ્ટ્રક્શન ઓફ ફાઇનાન્સિયલ એસેટ્સ એન્ડ એન્ફોર્સમેન્ટ ઓફ સિક્યુરિટી ઇન્ટરેસ્ટ એક્ટ ૨૦૦૨ હેઠળ અને સિક્યુરિટી ઇન્ટરેસ્ટ (એન્ફોર્સમેન્ટ) રૂલ્સ ૨૦૦૨ ના નિયમ ૩ સાથે વાંચતા કલમ ૧૩(૧૨) હેઠળ મળેલ સત્તાનો ઉપયોગ કરીને દેવાદારોને ડિમાન્ડ નોટીસ આપેલ હતી. દેવાદાર રકમ ભરપાઈ કરવામાં નિષ્ફળ ગયેલ હોય, દેવાદાર તથા જાહેર જનતાને આથી જાણ કરવામાં આવે છે કે નીચે સહી કરનારે નીચે વર્ણવેલ મિલકતનો સાંકેતિક કબજો સંભાળી લીધેલ છે. દેવાદાર તથા જાહેર જનતાને ચેતવણી આપવામાં આવે છે કે આ મિલકત સંબંધે કોઈપણ વ્યવહાર કરવો નહીં અને કોઈ વ્યવહાર કરવામાં આવશે તો તે બેંક ઓફ બરોડાના બોજાને આધીન રહેશે. [10,923,406,989]
notice-place: નવસારી. [827,1156,858,1166]
boi-security: સિક્યુરિટી એસેટની વિગત : રહેણાંક ફલેટ નં. ૪૦૬, ચોથો માળ, બિલ્ડિંગ-બી, સાંઈ રેસીડન્સી, મોજે ગામ વરિયાવ, તા. ચોર્યાસી, જી. સુરત. [10,1486,406,1507]
notice-title: ડિસ્ટ્રીક્ટ સુરત, સબ-ડિસ્ટ્રીક્ટ પલસાણા, મોજે ગામ :ગંભીરાના સીટી સર્વેના NA૪૫૩/૨, NA૫૩૯, NA૫૪૦, NA૫૪૧વાળી બીનખેતીની જમીનના વેચાણ અંગેની જાહેર નોટીસ [835,1654,1199,1704]
agency-name: મારી મારફત : રજનીકાંત એચ. પટેલ એડવોકેટ એન્ડ નોટરી [418,1870,815,1888]
sale-notice-c4c [1217,723,1602,1137]
notice-title: ડી.સુરત, તા.કામરેજ, મોજે ગામ: ખાનપુરના જુના બ્લોક નં.૩૯૫, રી સર્વે બાદના બ્લોક નં.૯૮ વાળી ખેતીની જમીનના વેચાણ અંગેની જાહેર નોટીસ: [1228,8,1592,37]
notice-date: તા. ૨૯-૦૪-૨૦૨૬ [10,840,70,850]
notice-body: મોજે કામરેજ, તા. કામરેજ, જી. સુરતની બ્લોક નંબર ૧૮૨ વાળી, ટી. પી. સ્કીમ નં. ૧ ની ફાઈનલ પ્લોટ નં. ૪૫ વાળી બિનખેતીની જમીનમાં આવેલ સુરત ડ્રીમ સીટી પ્રોજેક્ટમાં ફલેટ નં. બી-૪૦૪ ની સદર મિલકત અમારા અસીલ ખરીદ કરવા માંગે છે. સદરહું મિલકતના હાલના માલિકોએ જણાવ્યું છે કે સદરહું મિલકત તમામ પ્રકારના બોજાઓથી મુક્ત છે. તેમ છતાં કોઈ વ્યક્તિ, સંસ્થા, બેંક, ક્રેડિટ સોસાયટી કે ફાયનાન્સ કંપનીનો કોઈ હક્ક, હિત કે લેણું હોય તો આ નોટીસ પ્રસિદ્ધ થયેથી દિન-૧૪ માં નીચે સહી કરનારને લેખિત પુરાવા સહિત જાણ કરવી, મુદત વીત્યે કોઈની તકરાર માન્ય રાખવામાં આવશે નહીં. [422,363,811,410]
boi-terms: જત અમારા અસીલશ્રીની સુચના અને ફરમાઈશ થયેથી જાહેર જનતાને જણાવવાનું કે, જીલ્લા નવસારી તાલુકા જલાલપોરના મોજે સીમળગામ આવેલ જુના બ્લોક નંબર ૨૧૧ વાળી ખેતીની જમીન તથા ટીપી સ્કીમ નં. ૪ ના ફાઈનલ પ્લોટ નં. ૯૮ વાળી જમીનના હાલના માલિક પાસેથી અમારા અસીલ સદરહુ મિલકત ખરીદ કરવા માંગે છે. સદરહું મિલકત અંગે કોઈપણ વ્યક્તિ, સંસ્થા, બેંક, ફાયનાન્સ કંપની કે અન્ય કોઈનો કોઈપણ પ્રકારનો હક્ક, હિસ્સો, દાવો, અધિકાર, ગીરો, બોજો કે લીયન હોય તો આ નોટીસ પ્રસિદ્ધ થયેથી દિન-૧૦ માં લેખિત પુરાવા સાથે નીચેના સરનામે જાણ કરવી. મુદત વીત્યા બાદ કોઈ વાંધો ધ્યાનમાં લેવામાં આવશે નહીં અને સદરહું મિલકત કોઈપણ બોજા રહિત છે તેમ માની વેચાણ દસ્તાવેજ કરવામાં આવશે જેની લાગતા વળગતા તમામે નોંધ લેવી. [10,1511,406,1581]
table-cell: ૧૪-૦૪-૨૦૨૬ સુધીના કુલ ચાર્જ સહિત [10,1470,317,1483]
advocate-name: અખિલ એસ. વેકરીયા [680,1241,811,1257]
table-cell: ૩ [828,1776,865,1789]
notice-body: જત અમારા અસીલશ્રીની સુચના અને ફરમાઈશ થયેથી જાહેર જનતાને જણાવવાનું કે, જીલ્લા નવસારી તાલુકા જલાલપોરના મોજે સીમળગામ આવેલ જુના બ્લોક નંબર ૨૧૧ વાળી ખેતીની જમીન તથા ટીપી સ્કીમ નં. ૪ ના ફાઈનલ પ્લોટ નં. ૯૮ વાળી જમીનના હાલના માલિક પાસેથી અમારા અસીલ સદરહુ મિલકત ખરીદ કરવા માંગે છે. સદરહું મિલકત અંગે કોઈપણ વ્યક્તિ, સંસ્થા, બેંક, ફાયનાન્સ કંપની કે અન્ય કોઈનો કોઈપણ પ્રકારનો હક્ક, હિસ્સો, દાવો, અધિકાર, ગીરો, બોજો કે લીયન હોય તો આ નોટીસ પ્રસિદ્ધ થયેથી દિન-૧૦ માં લેખિત પુરાવા સાથે નીચેના સરનામે જાણ કરવી. મુદત વીત્યા બાદ કોઈ વાંધો ધ્યાનમાં લેવામાં આવશે નહીં અને સદરહું મિલકત કોઈપણ બોજા રહિત છે તેમ માની વેચાણ દસ્તાવેજ કરવામાં આવશે જેની લાગતા વળગતા તમામે નોંધ લેવી. [10,622,406,699]
advocate-name: ચંદ્રેશ જે. ગજેરા [1462,309,1596,332]
advocate-office: ઓફિસ : ૩૦૮, સેલર કોમ્પ્લેક્ષ, ડીમાર્ટ સામે, ઓલપાડ રોડ, સુરત [422,1250,573,1270]
advocate-name-2: મુનીતાબેન એન. ગોદાવાલા [1503,1526,1593,1536]
